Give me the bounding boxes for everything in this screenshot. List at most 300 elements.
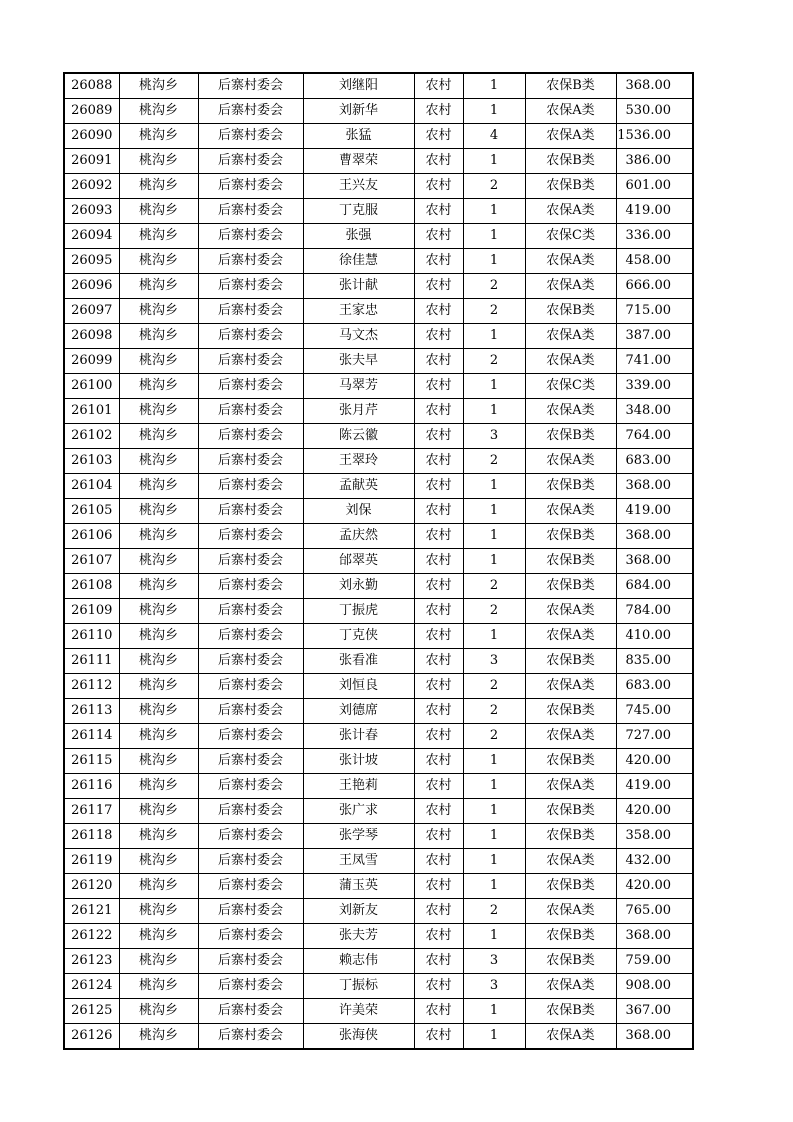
cell-village-committee: 后寨村委会 <box>198 399 303 424</box>
cell-household-type: 农村 <box>414 574 463 599</box>
cell-serial-number: 26092 <box>64 174 119 199</box>
cell-serial-number: 26103 <box>64 449 119 474</box>
cell-amount: 683.00 <box>616 449 693 474</box>
cell-household-type: 农村 <box>414 699 463 724</box>
cell-serial-number: 26093 <box>64 199 119 224</box>
cell-amount: 368.00 <box>616 524 693 549</box>
cell-village-committee: 后寨村委会 <box>198 624 303 649</box>
table-row <box>64 99 693 124</box>
cell-insurance-category: 农保C类 <box>525 374 616 399</box>
cell-household-type: 农村 <box>414 599 463 624</box>
cell-household-type: 农村 <box>414 874 463 899</box>
cell-household-type: 农村 <box>414 124 463 149</box>
cell-person-name: 刘德席 <box>303 699 414 724</box>
cell-household-type: 农村 <box>414 199 463 224</box>
cell-person-count: 1 <box>463 149 525 174</box>
table-row <box>64 799 693 824</box>
table-row <box>64 374 693 399</box>
cell-village-committee: 后寨村委会 <box>198 724 303 749</box>
cell-township: 桃沟乡 <box>119 949 198 974</box>
cell-person-count: 1 <box>463 474 525 499</box>
cell-person-name: 张学琴 <box>303 824 414 849</box>
cell-amount: 410.00 <box>616 624 693 649</box>
cell-person-count: 1 <box>463 73 525 99</box>
cell-serial-number: 26090 <box>64 124 119 149</box>
cell-person-count: 1 <box>463 374 525 399</box>
cell-township: 桃沟乡 <box>119 649 198 674</box>
cell-township: 桃沟乡 <box>119 524 198 549</box>
cell-insurance-category: 农保A类 <box>525 199 616 224</box>
cell-person-name: 张强 <box>303 224 414 249</box>
cell-person-count: 1 <box>463 749 525 774</box>
table-row <box>64 474 693 499</box>
cell-household-type: 农村 <box>414 274 463 299</box>
cell-village-committee: 后寨村委会 <box>198 824 303 849</box>
cell-insurance-category: 农保B类 <box>525 824 616 849</box>
cell-serial-number: 26120 <box>64 874 119 899</box>
cell-amount: 741.00 <box>616 349 693 374</box>
cell-serial-number: 26099 <box>64 349 119 374</box>
cell-village-committee: 后寨村委会 <box>198 274 303 299</box>
cell-household-type: 农村 <box>414 349 463 374</box>
cell-person-name: 刘恒良 <box>303 674 414 699</box>
cell-amount: 715.00 <box>616 299 693 324</box>
cell-serial-number: 26104 <box>64 474 119 499</box>
cell-serial-number: 26091 <box>64 149 119 174</box>
cell-township: 桃沟乡 <box>119 549 198 574</box>
cell-person-name: 王凤雪 <box>303 849 414 874</box>
cell-person-count: 1 <box>463 224 525 249</box>
cell-person-name: 张看准 <box>303 649 414 674</box>
cell-person-count: 3 <box>463 649 525 674</box>
cell-household-type: 农村 <box>414 774 463 799</box>
cell-insurance-category: 农保A类 <box>525 674 616 699</box>
cell-household-type: 农村 <box>414 299 463 324</box>
table-row <box>64 149 693 174</box>
table-row <box>64 449 693 474</box>
cell-person-count: 1 <box>463 399 525 424</box>
cell-township: 桃沟乡 <box>119 299 198 324</box>
cell-person-name: 赖志伟 <box>303 949 414 974</box>
cell-serial-number: 26100 <box>64 374 119 399</box>
cell-amount: 420.00 <box>616 799 693 824</box>
cell-household-type: 农村 <box>414 749 463 774</box>
cell-amount: 764.00 <box>616 424 693 449</box>
table-row <box>64 574 693 599</box>
cell-village-committee: 后寨村委会 <box>198 249 303 274</box>
cell-person-count: 2 <box>463 299 525 324</box>
cell-insurance-category: 农保B类 <box>525 749 616 774</box>
cell-household-type: 农村 <box>414 99 463 124</box>
cell-insurance-category: 农保B类 <box>525 73 616 99</box>
cell-township: 桃沟乡 <box>119 124 198 149</box>
cell-township: 桃沟乡 <box>119 274 198 299</box>
table-row <box>64 199 693 224</box>
table-row <box>64 349 693 374</box>
cell-person-count: 4 <box>463 124 525 149</box>
cell-amount: 684.00 <box>616 574 693 599</box>
cell-township: 桃沟乡 <box>119 699 198 724</box>
cell-township: 桃沟乡 <box>119 73 198 99</box>
cell-amount: 601.00 <box>616 174 693 199</box>
cell-amount: 745.00 <box>616 699 693 724</box>
cell-household-type: 农村 <box>414 649 463 674</box>
cell-village-committee: 后寨村委会 <box>198 199 303 224</box>
cell-household-type: 农村 <box>414 624 463 649</box>
cell-person-count: 2 <box>463 274 525 299</box>
cell-serial-number: 26106 <box>64 524 119 549</box>
cell-serial-number: 26113 <box>64 699 119 724</box>
cell-serial-number: 26096 <box>64 274 119 299</box>
cell-amount: 368.00 <box>616 73 693 99</box>
cell-serial-number: 26112 <box>64 674 119 699</box>
cell-village-committee: 后寨村委会 <box>198 549 303 574</box>
table-row <box>64 699 693 724</box>
table-row <box>64 874 693 899</box>
cell-amount: 765.00 <box>616 899 693 924</box>
cell-village-committee: 后寨村委会 <box>198 424 303 449</box>
cell-serial-number: 26126 <box>64 1024 119 1050</box>
table-row <box>64 899 693 924</box>
cell-person-count: 1 <box>463 799 525 824</box>
table-row <box>64 599 693 624</box>
cell-insurance-category: 农保A类 <box>525 399 616 424</box>
cell-serial-number: 26110 <box>64 624 119 649</box>
cell-amount: 368.00 <box>616 924 693 949</box>
table-row <box>64 774 693 799</box>
table-row <box>64 399 693 424</box>
cell-village-committee: 后寨村委会 <box>198 499 303 524</box>
cell-township: 桃沟乡 <box>119 674 198 699</box>
cell-amount: 530.00 <box>616 99 693 124</box>
table-row <box>64 174 693 199</box>
cell-village-committee: 后寨村委会 <box>198 949 303 974</box>
cell-serial-number: 26102 <box>64 424 119 449</box>
cell-village-committee: 后寨村委会 <box>198 174 303 199</box>
table-row <box>64 499 693 524</box>
cell-household-type: 农村 <box>414 374 463 399</box>
cell-insurance-category: 农保B类 <box>525 174 616 199</box>
cell-township: 桃沟乡 <box>119 399 198 424</box>
table-row <box>64 1024 693 1050</box>
cell-amount: 420.00 <box>616 749 693 774</box>
cell-person-name: 蒲玉英 <box>303 874 414 899</box>
cell-person-name: 邰翠英 <box>303 549 414 574</box>
cell-person-count: 1 <box>463 824 525 849</box>
table-row <box>64 999 693 1024</box>
cell-person-name: 丁振虎 <box>303 599 414 624</box>
cell-township: 桃沟乡 <box>119 349 198 374</box>
cell-serial-number: 26094 <box>64 224 119 249</box>
cell-township: 桃沟乡 <box>119 724 198 749</box>
cell-insurance-category: 农保A类 <box>525 99 616 124</box>
cell-household-type: 农村 <box>414 224 463 249</box>
cell-person-name: 许美荣 <box>303 999 414 1024</box>
cell-household-type: 农村 <box>414 799 463 824</box>
cell-person-count: 1 <box>463 99 525 124</box>
table-row <box>64 749 693 774</box>
cell-amount: 358.00 <box>616 824 693 849</box>
cell-person-name: 张计春 <box>303 724 414 749</box>
cell-village-committee: 后寨村委会 <box>198 749 303 774</box>
cell-person-count: 1 <box>463 624 525 649</box>
cell-person-name: 丁克服 <box>303 199 414 224</box>
cell-amount: 835.00 <box>616 649 693 674</box>
cell-amount: 683.00 <box>616 674 693 699</box>
cell-serial-number: 26098 <box>64 324 119 349</box>
cell-insurance-category: 农保B类 <box>525 999 616 1024</box>
cell-person-count: 2 <box>463 674 525 699</box>
cell-amount: 727.00 <box>616 724 693 749</box>
table-row <box>64 124 693 149</box>
cell-village-committee: 后寨村委会 <box>198 599 303 624</box>
cell-household-type: 农村 <box>414 324 463 349</box>
cell-insurance-category: 农保B类 <box>525 874 616 899</box>
cell-insurance-category: 农保B类 <box>525 649 616 674</box>
cell-person-name: 王艳莉 <box>303 774 414 799</box>
cell-township: 桃沟乡 <box>119 249 198 274</box>
cell-insurance-category: 农保A类 <box>525 849 616 874</box>
table-row <box>64 849 693 874</box>
table-row <box>64 624 693 649</box>
cell-amount: 419.00 <box>616 499 693 524</box>
cell-serial-number: 26101 <box>64 399 119 424</box>
cell-village-committee: 后寨村委会 <box>198 924 303 949</box>
cell-village-committee: 后寨村委会 <box>198 574 303 599</box>
cell-village-committee: 后寨村委会 <box>198 324 303 349</box>
cell-serial-number: 26109 <box>64 599 119 624</box>
cell-serial-number: 26116 <box>64 774 119 799</box>
table-row <box>64 924 693 949</box>
table-row <box>64 224 693 249</box>
cell-township: 桃沟乡 <box>119 574 198 599</box>
cell-person-count: 2 <box>463 899 525 924</box>
cell-insurance-category: 农保A类 <box>525 249 616 274</box>
cell-serial-number: 26123 <box>64 949 119 974</box>
cell-person-name: 马翠芳 <box>303 374 414 399</box>
cell-person-count: 1 <box>463 999 525 1024</box>
cell-insurance-category: 农保A类 <box>525 274 616 299</box>
cell-insurance-category: 农保A类 <box>525 324 616 349</box>
cell-township: 桃沟乡 <box>119 974 198 999</box>
cell-serial-number: 26119 <box>64 849 119 874</box>
cell-insurance-category: 农保C类 <box>525 224 616 249</box>
cell-person-name: 孟庆然 <box>303 524 414 549</box>
cell-amount: 386.00 <box>616 149 693 174</box>
cell-person-name: 刘继阳 <box>303 73 414 99</box>
cell-household-type: 农村 <box>414 474 463 499</box>
cell-village-committee: 后寨村委会 <box>198 349 303 374</box>
table-row <box>64 73 693 99</box>
cell-township: 桃沟乡 <box>119 99 198 124</box>
cell-village-committee: 后寨村委会 <box>198 299 303 324</box>
cell-amount: 759.00 <box>616 949 693 974</box>
cell-village-committee: 后寨村委会 <box>198 474 303 499</box>
cell-amount: 368.00 <box>616 1024 693 1050</box>
cell-serial-number: 26108 <box>64 574 119 599</box>
cell-township: 桃沟乡 <box>119 999 198 1024</box>
cell-person-count: 2 <box>463 699 525 724</box>
cell-insurance-category: 农保B类 <box>525 299 616 324</box>
cell-household-type: 农村 <box>414 249 463 274</box>
cell-village-committee: 后寨村委会 <box>198 849 303 874</box>
cell-person-name: 马文杰 <box>303 324 414 349</box>
cell-amount: 339.00 <box>616 374 693 399</box>
table-row <box>64 424 693 449</box>
cell-person-name: 徐佳慧 <box>303 249 414 274</box>
cell-person-count: 1 <box>463 874 525 899</box>
cell-township: 桃沟乡 <box>119 874 198 899</box>
cell-township: 桃沟乡 <box>119 1024 198 1050</box>
cell-insurance-category: 农保A类 <box>525 624 616 649</box>
table-row <box>64 824 693 849</box>
cell-amount: 420.00 <box>616 874 693 899</box>
table-row <box>64 274 693 299</box>
cell-township: 桃沟乡 <box>119 799 198 824</box>
cell-person-count: 1 <box>463 499 525 524</box>
cell-township: 桃沟乡 <box>119 324 198 349</box>
cell-person-count: 2 <box>463 574 525 599</box>
cell-village-committee: 后寨村委会 <box>198 774 303 799</box>
cell-person-count: 2 <box>463 349 525 374</box>
cell-person-name: 张广求 <box>303 799 414 824</box>
cell-person-count: 3 <box>463 974 525 999</box>
cell-serial-number: 26089 <box>64 99 119 124</box>
cell-township: 桃沟乡 <box>119 474 198 499</box>
cell-township: 桃沟乡 <box>119 899 198 924</box>
table-row <box>64 724 693 749</box>
cell-person-count: 3 <box>463 949 525 974</box>
cell-insurance-category: 农保A类 <box>525 899 616 924</box>
cell-insurance-category: 农保B类 <box>525 799 616 824</box>
table-row <box>64 949 693 974</box>
cell-household-type: 农村 <box>414 824 463 849</box>
cell-person-name: 刘保 <box>303 499 414 524</box>
cell-amount: 419.00 <box>616 774 693 799</box>
cell-village-committee: 后寨村委会 <box>198 999 303 1024</box>
cell-serial-number: 26124 <box>64 974 119 999</box>
cell-person-name: 孟献英 <box>303 474 414 499</box>
cell-serial-number: 26097 <box>64 299 119 324</box>
table-row <box>64 324 693 349</box>
cell-household-type: 农村 <box>414 924 463 949</box>
table-row <box>64 974 693 999</box>
cell-person-name: 刘新华 <box>303 99 414 124</box>
cell-amount: 348.00 <box>616 399 693 424</box>
cell-village-committee: 后寨村委会 <box>198 524 303 549</box>
cell-serial-number: 26088 <box>64 73 119 99</box>
cell-person-count: 1 <box>463 1024 525 1050</box>
cell-person-count: 2 <box>463 449 525 474</box>
cell-insurance-category: 农保B类 <box>525 149 616 174</box>
cell-amount: 666.00 <box>616 274 693 299</box>
cell-household-type: 农村 <box>414 949 463 974</box>
cell-township: 桃沟乡 <box>119 449 198 474</box>
cell-person-name: 张计献 <box>303 274 414 299</box>
cell-household-type: 农村 <box>414 549 463 574</box>
cell-village-committee: 后寨村委会 <box>198 73 303 99</box>
cell-amount: 458.00 <box>616 249 693 274</box>
cell-amount: 336.00 <box>616 224 693 249</box>
cell-serial-number: 26121 <box>64 899 119 924</box>
cell-person-name: 刘永勤 <box>303 574 414 599</box>
cell-insurance-category: 农保B类 <box>525 924 616 949</box>
cell-amount: 368.00 <box>616 549 693 574</box>
cell-serial-number: 26118 <box>64 824 119 849</box>
table-row <box>64 524 693 549</box>
table-row <box>64 249 693 274</box>
cell-serial-number: 26122 <box>64 924 119 949</box>
cell-household-type: 农村 <box>414 499 463 524</box>
cell-person-count: 1 <box>463 324 525 349</box>
table-row <box>64 649 693 674</box>
cell-person-count: 1 <box>463 524 525 549</box>
cell-insurance-category: 农保A类 <box>525 1024 616 1050</box>
cell-household-type: 农村 <box>414 73 463 99</box>
cell-person-count: 2 <box>463 599 525 624</box>
cell-household-type: 农村 <box>414 449 463 474</box>
cell-insurance-category: 农保A类 <box>525 124 616 149</box>
cell-household-type: 农村 <box>414 849 463 874</box>
cell-serial-number: 26114 <box>64 724 119 749</box>
cell-person-count: 3 <box>463 424 525 449</box>
cell-insurance-category: 农保A类 <box>525 599 616 624</box>
cell-serial-number: 26117 <box>64 799 119 824</box>
cell-household-type: 农村 <box>414 174 463 199</box>
cell-village-committee: 后寨村委会 <box>198 1024 303 1050</box>
cell-township: 桃沟乡 <box>119 374 198 399</box>
cell-household-type: 农村 <box>414 524 463 549</box>
cell-village-committee: 后寨村委会 <box>198 899 303 924</box>
cell-person-count: 2 <box>463 724 525 749</box>
cell-village-committee: 后寨村委会 <box>198 124 303 149</box>
cell-insurance-category: 农保A类 <box>525 499 616 524</box>
cell-person-name: 刘新友 <box>303 899 414 924</box>
cell-insurance-category: 农保A类 <box>525 774 616 799</box>
cell-person-name: 丁克侠 <box>303 624 414 649</box>
cell-serial-number: 26111 <box>64 649 119 674</box>
cell-village-committee: 后寨村委会 <box>198 674 303 699</box>
cell-village-committee: 后寨村委会 <box>198 449 303 474</box>
cell-household-type: 农村 <box>414 1024 463 1050</box>
cell-serial-number: 26105 <box>64 499 119 524</box>
cell-township: 桃沟乡 <box>119 499 198 524</box>
cell-household-type: 农村 <box>414 399 463 424</box>
cell-person-name: 曹翠荣 <box>303 149 414 174</box>
cell-township: 桃沟乡 <box>119 749 198 774</box>
cell-person-name: 张海侠 <box>303 1024 414 1050</box>
cell-village-committee: 后寨村委会 <box>198 974 303 999</box>
cell-household-type: 农村 <box>414 724 463 749</box>
cell-person-count: 1 <box>463 924 525 949</box>
cell-household-type: 农村 <box>414 974 463 999</box>
cell-insurance-category: 农保B类 <box>525 699 616 724</box>
cell-township: 桃沟乡 <box>119 424 198 449</box>
cell-amount: 368.00 <box>616 474 693 499</box>
cell-serial-number: 26115 <box>64 749 119 774</box>
cell-township: 桃沟乡 <box>119 149 198 174</box>
cell-person-name: 王家忠 <box>303 299 414 324</box>
cell-township: 桃沟乡 <box>119 199 198 224</box>
cell-household-type: 农村 <box>414 674 463 699</box>
cell-household-type: 农村 <box>414 149 463 174</box>
cell-insurance-category: 农保B类 <box>525 524 616 549</box>
cell-person-count: 2 <box>463 174 525 199</box>
cell-amount: 432.00 <box>616 849 693 874</box>
cell-serial-number: 26095 <box>64 249 119 274</box>
cell-person-name: 王翠玲 <box>303 449 414 474</box>
cell-township: 桃沟乡 <box>119 599 198 624</box>
